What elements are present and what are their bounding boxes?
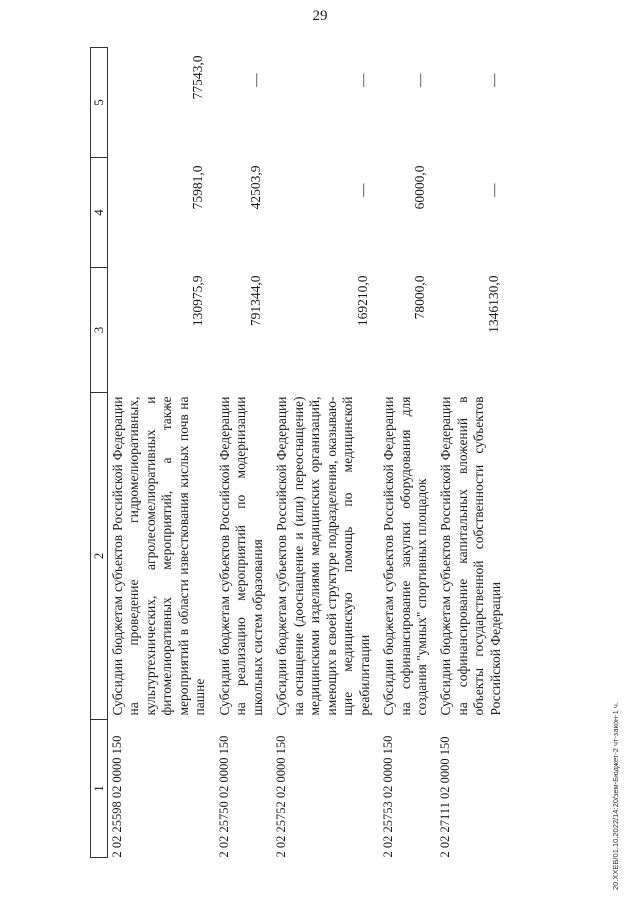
row-description: Субсидии бюджетам субъектов Российской Федерации на оснащение (дооснащение и (или) переоснащение) медицинскими изделиями медицинских организаций, имеющих в своей структуре подразделения, оказывающие медицинскую помощь по медицинской реабилитации [274, 396, 372, 716]
value-col-4: 42503,9 [247, 165, 263, 210]
budget-code: 2 02 27111 02 0000 150 [438, 736, 453, 858]
header-col-3: 3 [91, 268, 108, 393]
value-col-5: — [247, 73, 263, 87]
value-col-3: 78000,0 [411, 275, 427, 320]
table-row [108, 48, 215, 858]
footer-document-id: 20.ХХЕВ/01.10.2022/14:20/зем-Бюджет-2 чт-закон-1 ч. [611, 702, 620, 890]
value-col-3: 130975,9 [190, 275, 206, 327]
table-row [436, 48, 510, 858]
table-row [272, 48, 379, 858]
budget-code: 2 02 25753 02 0000 150 [381, 735, 396, 858]
row-description: Субсидии бюджетам субъектов Российской Федерации на софинансирование закупки оборудования для создания "умных" спортивных площадок [381, 396, 429, 716]
table-row [379, 48, 436, 858]
value-col-4: — [485, 183, 501, 197]
header-col-2: 2 [91, 393, 108, 720]
value-col-4: 60000,0 [411, 165, 427, 210]
value-col-3: 791344,0 [247, 275, 263, 327]
value-col-3: 1346130,0 [485, 275, 501, 333]
page-number: 29 [312, 8, 328, 24]
value-col-5: — [354, 73, 370, 87]
header-col-5: 5 [91, 48, 108, 158]
value-col-5: — [411, 73, 427, 87]
budget-table [90, 47, 510, 858]
budget-code: 2 02 25750 02 0000 150 [216, 735, 231, 858]
row-description: Субсидии бюджетам субъектов Российской Федерации на реализацию мероприятий по модернизации школьных систем образования [216, 396, 265, 716]
table-row [215, 48, 272, 858]
header-col-1: 1 [91, 720, 108, 858]
value-col-5: — [485, 73, 501, 87]
header-row [91, 48, 108, 858]
row-description: Субсидии бюджетам субъектов Российской Федерации на проведение гидромелиоративных, культуртехнических, агролесомелиоративных и фитомелиоративных мероприятий, а также мероприятий в области известкования кислых почв на пашне [110, 396, 208, 716]
value-col-3: 169210,0 [354, 275, 370, 327]
row-description: Субсидии бюджетам субъектов Российской Федерации на софинансирование капитальных вложений в объекты государственной собственности субъектов Российской Федерации [438, 396, 503, 716]
value-col-4: — [354, 183, 370, 197]
header-col-4: 4 [91, 158, 108, 268]
budget-code: 2 02 25598 02 0000 150 [110, 735, 124, 858]
budget-code: 2 02 25752 02 0000 150 [274, 735, 289, 858]
value-col-4: 75981,0 [190, 165, 206, 210]
rotated-page-content [90, 48, 610, 858]
value-col-5: 77543,0 [190, 55, 206, 100]
